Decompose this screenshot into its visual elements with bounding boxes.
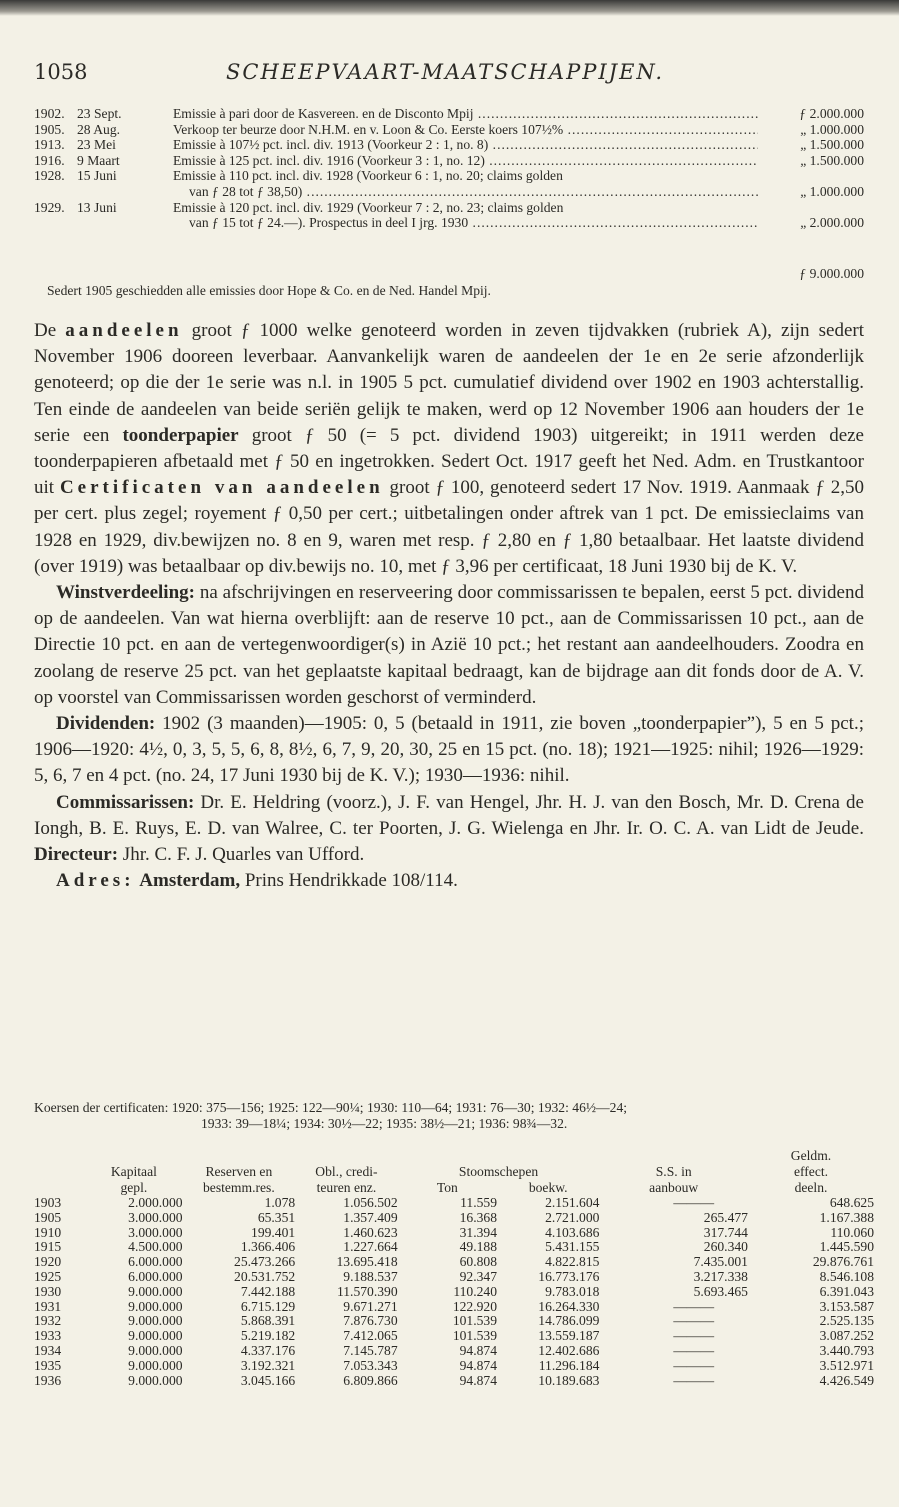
emission-row [34, 184, 864, 200]
emission-description: van ƒ 28 tot ƒ 38,50) ..... [173, 184, 758, 200]
table-row [34, 1300, 874, 1315]
table-row [34, 1255, 874, 1270]
kapitaal-value: 2.000.000 [128, 1195, 183, 1210]
ton-value: 110.240 [453, 1283, 497, 1299]
table-row [34, 1240, 874, 1255]
ss-aanbouw-value: ——— [673, 1195, 715, 1210]
row-year: 1903 [34, 1195, 62, 1210]
kapitaal-value: 9.000.000 [128, 1313, 183, 1329]
emission-row [34, 153, 864, 169]
kapitaal-value: 6.000.000 [128, 1254, 183, 1270]
emission-year: 1929. [34, 199, 65, 215]
ss-aanbouw-value: 7.435.001 [693, 1254, 748, 1270]
emission-row [34, 106, 864, 122]
kapitaal-value: 9.000.000 [128, 1357, 183, 1373]
ton-value: 11.559 [460, 1195, 497, 1210]
boekw-value: 16.773.176 [538, 1268, 600, 1284]
kapitaal-value: 9.000.000 [128, 1283, 183, 1299]
boekw-value: 10.189.683 [538, 1372, 600, 1388]
emission-description: van ƒ 15 tot ƒ 24.—). Prospectus in deel I jrg. 1930 ..... [173, 215, 758, 231]
reserven-value: 199.401 [251, 1224, 296, 1240]
col-header-geldm: Geldm. [790, 1148, 832, 1163]
row-year: 1932 [34, 1313, 62, 1329]
emission-description: Emissie à 120 pct. incl. div. 1929 (Voorkeur 7 : 2, no. 23; claims golden [173, 199, 564, 215]
ton-value: 101.539 [452, 1313, 497, 1329]
table-row [34, 1374, 874, 1389]
row-year: 1920 [34, 1254, 62, 1270]
emissions-total: ƒ 9.000.000 [799, 266, 864, 281]
col-header-geldm-2: effect. [793, 1164, 829, 1179]
emission-amount: „ 1.500.000 [800, 152, 864, 168]
obl-value: 7.145.787 [343, 1342, 398, 1358]
page-top-shadow [0, 0, 899, 16]
emission-year: 1913. [34, 137, 65, 153]
paragraph-winstverdeeling [34, 580, 864, 711]
boekw-value: 5.431.155 [545, 1239, 600, 1255]
emission-date: 23 Mei [77, 137, 116, 153]
ss-aanbouw-value: 3.217.338 [693, 1268, 748, 1284]
table-row [34, 1196, 874, 1211]
emission-amount: „ 2.000.000 [800, 215, 864, 231]
paragraph-commissarissen [34, 790, 864, 869]
table-row [34, 1211, 874, 1226]
geldm-value: 3.087.252 [819, 1328, 874, 1344]
reserven-value: 5.868.391 [240, 1313, 296, 1329]
kapitaal-value: 9.000.000 [128, 1342, 183, 1358]
kapitaal-value: 6.000.000 [128, 1268, 183, 1284]
reserven-value: 20.531.752 [234, 1268, 296, 1284]
ss-aanbouw-value: 260.340 [703, 1239, 748, 1255]
row-year: 1931 [34, 1298, 62, 1314]
table-row [34, 1226, 874, 1241]
reserven-value: 65.351 [257, 1209, 296, 1225]
ton-value: 92.347 [459, 1268, 497, 1284]
reserven-value: 6.715.129 [240, 1298, 296, 1314]
reserven-value: 7.442.188 [240, 1283, 296, 1299]
ton-value: 122.920 [452, 1298, 497, 1314]
ss-aanbouw-value: 5.693.465 [693, 1283, 748, 1299]
col-header-stoomschepen: Stoomschepen [458, 1164, 539, 1179]
emission-date: 13 Juni [77, 199, 117, 215]
emission-amount [758, 168, 864, 184]
obl-value: 1.460.623 [343, 1224, 398, 1240]
keyword-certificaten: Certificaten van aandeelen [59, 477, 384, 499]
emission-amount: ƒ 2.000.000 [799, 106, 864, 121]
share-price-history [34, 1100, 874, 1132]
emission-year [34, 215, 77, 231]
ton-value: 94.874 [459, 1357, 497, 1373]
geldm-value: 1.167.388 [819, 1209, 874, 1225]
keyword-toonderpapier: toonderpapier [122, 424, 239, 446]
keyword-directeur: Directeur: [34, 844, 119, 866]
text-run: Dr. E. Heldring (voorz.), J. F. van Hengel, Jhr. H. J. van den Bosch, Mr. D. Crena de Iongh, B. E. Ruys, E. D. van Walree, C. ter Poorten, J. G. Wielenga en Jhr. Ir. O. C. A. van Lidt de Jeude. [34, 791, 864, 839]
kapitaal-value: 3.000.000 [128, 1224, 183, 1240]
emission-row [34, 215, 864, 231]
emission-year: 1916. [34, 152, 65, 168]
geldm-value: 3.512.971 [819, 1357, 874, 1373]
ton-value: 16.368 [459, 1209, 497, 1225]
emission-date [77, 215, 173, 231]
geldm-value: 6.391.043 [819, 1283, 874, 1299]
article-body [34, 318, 864, 894]
paragraph-aandeelen [34, 318, 864, 580]
financial-table-body [34, 1196, 874, 1388]
geldm-value: 1.445.590 [819, 1239, 874, 1255]
table-row [34, 1359, 874, 1374]
emission-amount: „ 1.500.000 [800, 137, 864, 153]
kapitaal-value: 9.000.000 [128, 1298, 183, 1314]
emission-row [34, 168, 864, 184]
emission-year [34, 184, 77, 200]
emissions-note: Sedert 1905 geschiedden alle emissies door Hope & Co. en de Ned. Handel Mpij. [47, 283, 491, 298]
obl-value: 6.809.866 [343, 1372, 398, 1388]
koersen-line: 1933: 39—18¼; 1934: 30½—22; 1935: 38½—21; 1936: 98¾—32. [201, 1116, 568, 1131]
table-row [34, 1344, 874, 1359]
row-year: 1930 [34, 1283, 62, 1299]
boekw-value: 14.786.099 [538, 1313, 600, 1329]
keyword-winstverdeeling: Winstverdeeling: [56, 582, 195, 604]
kapitaal-value: 9.000.000 [128, 1372, 183, 1388]
emission-description: Emissie à 125 pct. incl. div. 1916 (Voorkeur 3 : 1, no. 12) ..... [173, 153, 758, 169]
row-year: 1936 [34, 1372, 62, 1388]
page-number: 1058 [34, 60, 88, 84]
koersen-line: Koersen der certificaten: 1920: 375—156; 1925: 122—90¼; 1930: 110—64; 1931: 76—30; 1932: 46½—24; [34, 1100, 628, 1115]
keyword-aandeelen: aandeelen [65, 320, 183, 341]
col-header-reserven-2: bestemm.res. [203, 1180, 275, 1195]
boekw-value: 2.721.000 [545, 1209, 600, 1225]
reserven-value: 3.192.321 [240, 1357, 296, 1373]
paragraph-dividenden [34, 711, 864, 790]
text-run: groot ƒ 50 (= 5 pct. dividend 1903) uitgereikt; in 1911 werden deze toonderpapieren afbetaald met ƒ 50 en ingetrokken. Sedert Oct. 1917 geeft het Ned. Adm. en Trustkantoor uit [34, 424, 864, 499]
geldm-value: 3.153.587 [819, 1298, 874, 1314]
emission-row [34, 137, 864, 153]
obl-value: 9.671.271 [343, 1298, 398, 1314]
emission-amount: „ 1.000.000 [800, 121, 864, 137]
obl-value: 9.188.537 [343, 1268, 398, 1284]
reserven-value: 5.219.182 [240, 1328, 296, 1344]
ss-aanbouw-value: ——— [673, 1342, 715, 1358]
emission-description: Emissie à pari door de Kasvereen. en de Disconto Mpij ..... [173, 106, 758, 122]
kapitaal-value: 9.000.000 [128, 1328, 183, 1344]
keyword-dividenden: Dividenden: [56, 713, 156, 735]
ss-aanbouw-value: 265.477 [703, 1209, 748, 1225]
col-header-geldm-3: deeln. [794, 1180, 828, 1195]
boekw-value: 4.103.686 [545, 1224, 600, 1240]
obl-value: 7.876.730 [343, 1313, 398, 1329]
emission-date: 23 Sept. [77, 106, 122, 121]
geldm-value: 2.525.135 [819, 1313, 874, 1329]
ss-aanbouw-value: 317.744 [703, 1224, 748, 1240]
address-city: Amsterdam, [139, 870, 241, 892]
ton-value: 31.394 [459, 1224, 497, 1240]
emission-description: Emissie à 107½ pct. incl. div. 1913 (Voorkeur 2 : 1, no. 8) ..... [173, 137, 758, 153]
reserven-value: 4.337.176 [240, 1342, 296, 1358]
geldm-value: 4.426.549 [819, 1372, 874, 1388]
boekw-value: 11.296.184 [538, 1357, 600, 1373]
row-year: 1933 [34, 1328, 62, 1344]
boekw-value: 4.822.815 [545, 1254, 600, 1270]
col-header-ton: Ton [436, 1180, 458, 1195]
geldm-value: 29.876.761 [812, 1254, 874, 1270]
emission-date: 15 Juni [77, 168, 117, 184]
table-row [34, 1285, 874, 1300]
keyword-adres: Adres: [56, 870, 135, 892]
row-year: 1934 [34, 1342, 62, 1358]
keyword-commissarissen: Commissarissen: [56, 791, 195, 813]
kapitaal-value: 4.500.000 [128, 1239, 183, 1255]
obl-value: 1.227.664 [343, 1239, 398, 1255]
emission-description: Verkoop ter beurze door N.H.M. en v. Loon & Co. Eerste koers 107½% ..... [173, 122, 758, 138]
text-run: Jhr. C. F. J. Quarles van Ufford. [118, 844, 365, 866]
emission-date: 9 Maart [77, 152, 120, 168]
reserven-value: 1.366.406 [240, 1239, 296, 1255]
emission-description: Emissie à 110 pct. incl. div. 1928 (Voorkeur 6 : 1, no. 20; claims golden [173, 168, 563, 184]
emission-year: 1905. [34, 121, 65, 137]
row-year: 1915 [34, 1239, 62, 1255]
ton-value: 60.808 [459, 1254, 497, 1270]
emission-row [34, 122, 864, 138]
emission-year: 1902. [34, 106, 65, 121]
text-run: groot ƒ 1000 welke genoteerd worden in zeven tijdvakken (rubriek A), zijn sedert November 1906 dooreen leverbaar. Aanvankelijk waren de aandeelen der 1e en 2e serie afzonderlijk genoteerd; op die der 1e serie was n.l. in 1905 5 pct. cumulatief dividend over 1902 en 1903 achterstallig. Ten einde de aandeelen van beide seriën gelijk te maken, werd op 12 November 1906 aan houders der 1e serie een [34, 320, 864, 446]
text-run: De [34, 320, 66, 341]
ss-aanbouw-value: ——— [673, 1357, 715, 1373]
ss-aanbouw-value: ——— [673, 1313, 715, 1329]
row-year: 1905 [34, 1209, 62, 1225]
running-title: SCHEEPVAART-MAATSCHAPPIJEN. [226, 60, 665, 84]
boekw-value: 13.559.187 [538, 1328, 600, 1344]
text-run: groot ƒ 100, genoteerd sedert 17 Nov. 1919. Aanmaak ƒ 2,50 per cert. plus zegel; royement ƒ 0,50 per cert.; uitbetalingen onder aftrek van 1 pct. De emissieclaims van 1928 en 1929, div.bewijzen no. 8 en 9, waren met resp. ƒ 2,80 en ƒ 1,80 betaalbaar. Het laatste dividend (over 1919) was betaalbaar op div.bewijs no. 10, met ƒ 3,96 per certificaat, 18 Juni 1930 bij de K. V. [34, 477, 865, 577]
geldm-value: 8.546.108 [819, 1268, 874, 1284]
financial-table [34, 1148, 874, 1388]
emission-row [34, 200, 864, 216]
col-header-ss-2: aanbouw [649, 1180, 699, 1195]
col-header-obl-2: teuren enz. [316, 1180, 377, 1195]
ss-aanbouw-value: ——— [673, 1372, 715, 1388]
emission-amount: „ 1.000.000 [800, 183, 864, 199]
obl-value: 13.695.418 [336, 1254, 398, 1270]
emissions-rows [34, 106, 864, 231]
paragraph-adres [34, 868, 864, 894]
text-run: 1902 (3 maanden)—1905: 0, 5 (betaald in 1911, zie boven „toonderpapier”), 5 en 5 pct.; 1906—1920: 4½, 0, 3, 5, 5, 6, 8, 8½, 6, 7, 9, 20, 30, 25 en 15 pct. (no. 18); 1921—1925: nihil; 1926—1929: 5, 6, 7 en 4 pct. (no. 24, 17 Juni 1930 bij de K. V.); 1930—1936: nihil. [34, 713, 864, 787]
geldm-value: 3.440.793 [819, 1342, 874, 1358]
col-header-kapitaal-2: gepl. [120, 1180, 148, 1195]
emission-year: 1928. [34, 168, 65, 184]
row-year: 1925 [34, 1268, 62, 1284]
ton-value: 94.874 [459, 1342, 497, 1358]
col-header-ss: S.S. in [655, 1164, 692, 1179]
row-year: 1910 [34, 1224, 62, 1240]
page-header [34, 60, 864, 90]
boekw-value: 12.402.686 [538, 1342, 600, 1358]
boekw-value: 16.264.330 [538, 1298, 600, 1314]
emission-date [77, 184, 173, 200]
address-street: Prins Hendrikkade 108/114. [240, 870, 458, 892]
reserven-value: 3.045.166 [240, 1372, 296, 1388]
row-year: 1935 [34, 1357, 62, 1373]
reserven-value: 1.078 [264, 1195, 296, 1210]
reserven-value: 25.473.266 [234, 1254, 296, 1270]
obl-value: 11.570.390 [336, 1283, 398, 1299]
emissions-list [34, 106, 864, 298]
ton-value: 101.539 [452, 1328, 497, 1344]
table-row [34, 1314, 874, 1329]
obl-value: 1.357.409 [343, 1209, 398, 1225]
geldm-value: 110.060 [830, 1224, 874, 1240]
col-header-kapitaal: Kapitaal [110, 1164, 157, 1179]
obl-value: 7.412.065 [343, 1328, 398, 1344]
ton-value: 94.874 [459, 1372, 497, 1388]
kapitaal-value: 3.000.000 [128, 1209, 183, 1225]
boekw-value: 2.151.604 [545, 1195, 600, 1210]
ton-value: 49.188 [459, 1239, 497, 1255]
obl-value: 7.053.343 [343, 1357, 398, 1373]
boekw-value: 9.783.018 [545, 1283, 600, 1299]
col-header-reserven: Reserven en [205, 1164, 273, 1179]
text-run: na afschrijvingen en reserveering door commissarissen te bepalen, eerst 5 pct. dividend op de aandeelen. Van wat hierna overblijft: aan de reserve 10 pct., aan de Commissarissen 10 pct., aan de Directie 10 pct. en aan de vertegenwoordiger(s) in Azië 10 pct.; het restant aan aandeelhouders. Zoodra en zoolang de reserve 25 pct. van het geplaatste kapitaal bedraagt, kan de bijdrage aan dit fonds door de A. V. op voorstel van Commissarissen worden geschorst of verminderd. [34, 582, 864, 708]
col-header-boekw: boekw. [528, 1180, 568, 1195]
ss-aanbouw-value: ——— [673, 1298, 715, 1314]
ss-aanbouw-value: ——— [673, 1328, 715, 1344]
emission-date: 28 Aug. [77, 121, 121, 137]
col-header-obl: Obl., credi- [315, 1164, 378, 1179]
table-row [34, 1270, 874, 1285]
obl-value: 1.056.502 [343, 1195, 398, 1210]
table-row [34, 1329, 874, 1344]
emission-amount [758, 200, 864, 216]
geldm-value: 648.625 [829, 1195, 874, 1210]
